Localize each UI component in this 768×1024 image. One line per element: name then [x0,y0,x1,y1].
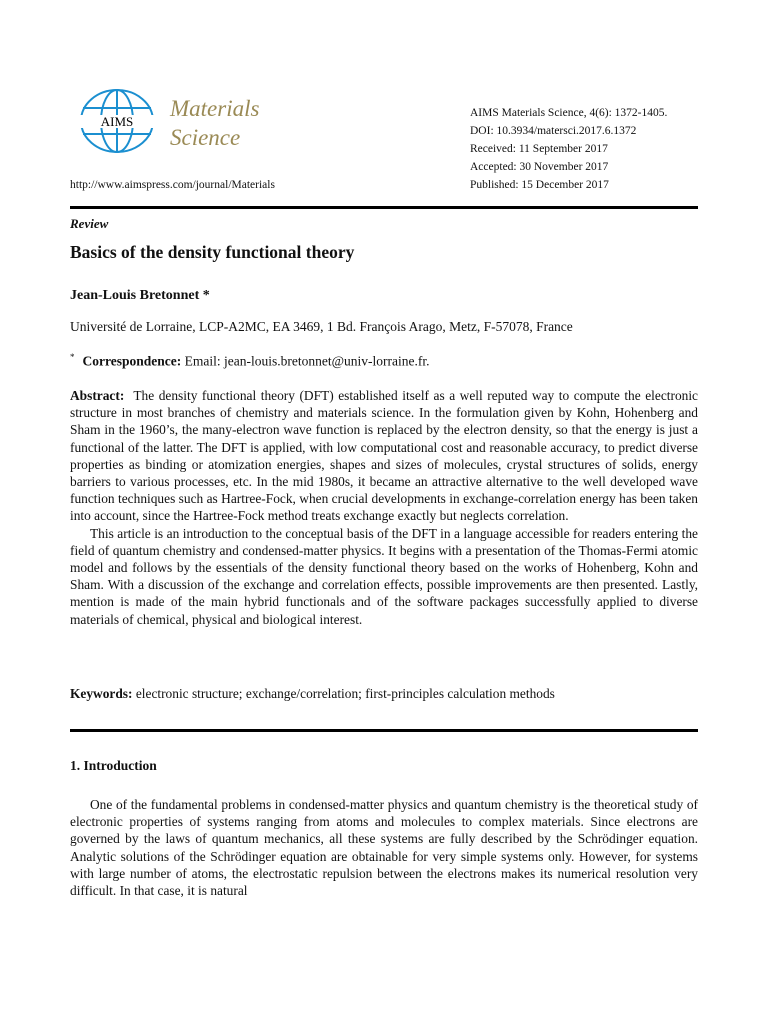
citation: AIMS Materials Science, 4(6): 1372-1405. [470,107,668,119]
correspondence [70,352,429,370]
abstract-divider [70,729,698,732]
doi-link[interactable]: DOI: 10.3934/matersci.2017.6.1372 [470,125,637,137]
journal-name-line2: Science [170,125,241,150]
keywords-text: electronic structure; exchange/correlation; first-principles calculation methods [132,686,555,701]
correspondence-label: Correspondence: [82,353,182,369]
abstract-label: Abstract: [70,388,125,403]
abstract-text-1: The density functional theory (DFT) established itself as a well reputed way to compute the electronic structure in most branches of chemistry and materials science. In the formulation given by Kohn, Hohenberg and Sham in the 1960’s, the many-electron wave function is replaced by the electron density, so that the energy is just a functional of the latter. The DFT is applied, with low computational cost and reasonable accuracy, to predict diverse properties as binding or atomization energies, shapes and sizes of molecules, crystal structures of solids, energy barriers to various processes, etc. In the mid 1980s, it became an attractive alternative to the well developed wave function techniques such as Hartree-Fock, when crucial developments in exchange-correlation energy has been taken into account, since the Hartree-Fock method treats exchange exactly but neglects correlation. [70,388,699,524]
header-divider [70,206,698,209]
introduction-paragraph: One of the fundamental problems in condensed-matter physics and quantum chemistry is the theoretical study of electronic properties of systems ranging from atoms and molecules to complex materials. Since electrons are governed by the laws of quantum mechanics, all these systems are fully described by the Schrödinger equation. Analytic solutions of the Schrödinger equation are obtainable for very simple systems only. However, for systems with large number of atoms, the electrostatic repulsion between the electrons makes its numerical resolution very difficult. In that case, it is natural [70,797,698,899]
correspondence-email[interactable]: Email: jean-louis.bretonnet@univ-lorraine.fr. [181,353,430,369]
published-date: Published: 15 December 2017 [470,179,609,191]
article-title: Basics of the density functional theory [70,242,355,262]
aims-logo-text: AIMS [100,114,134,129]
keywords-label: Keywords: [70,686,133,701]
accepted-date: Accepted: 30 November 2017 [470,161,609,173]
author-name: Jean-Louis Bretonnet * [70,288,210,303]
keywords [70,686,555,702]
abstract-paragraph-1 [70,387,698,525]
section-heading-introduction: 1. Introduction [70,758,157,773]
journal-url-link[interactable]: http://www.aimspress.com/journal/Materials [70,179,275,191]
article-type: Review [70,216,109,231]
abstract-paragraph-2: This article is an introduction to the conceptual basis of the DFT in a language accessible for readers entering the field of quantum chemistry and condensed-matter physics. It begins with a presentation of the Thomas-Fermi atomic model and follows by the essentials of the density functional theory based on the works of Hohenberg, Kohn and Sham. With a discussion of the exchange and correlation effects, possible improvements are then presented. Lastly, mention is made of the main hybrid functionals and of the software packages successfully applied to diverse materials of chemical, physical and biological interest. [70,525,698,627]
journal-name-line1: Materials [170,96,260,121]
received-date: Received: 11 September 2017 [470,143,608,155]
abstract [70,387,698,628]
affiliation: Université de Lorraine, LCP-A2MC, EA 3469, 1 Bd. François Arago, Metz, F-57078, France [70,319,573,334]
aims-globe-logo [78,88,156,154]
publication-info [470,104,667,194]
correspondence-mark: * [70,352,75,362]
journal-name [170,94,259,152]
